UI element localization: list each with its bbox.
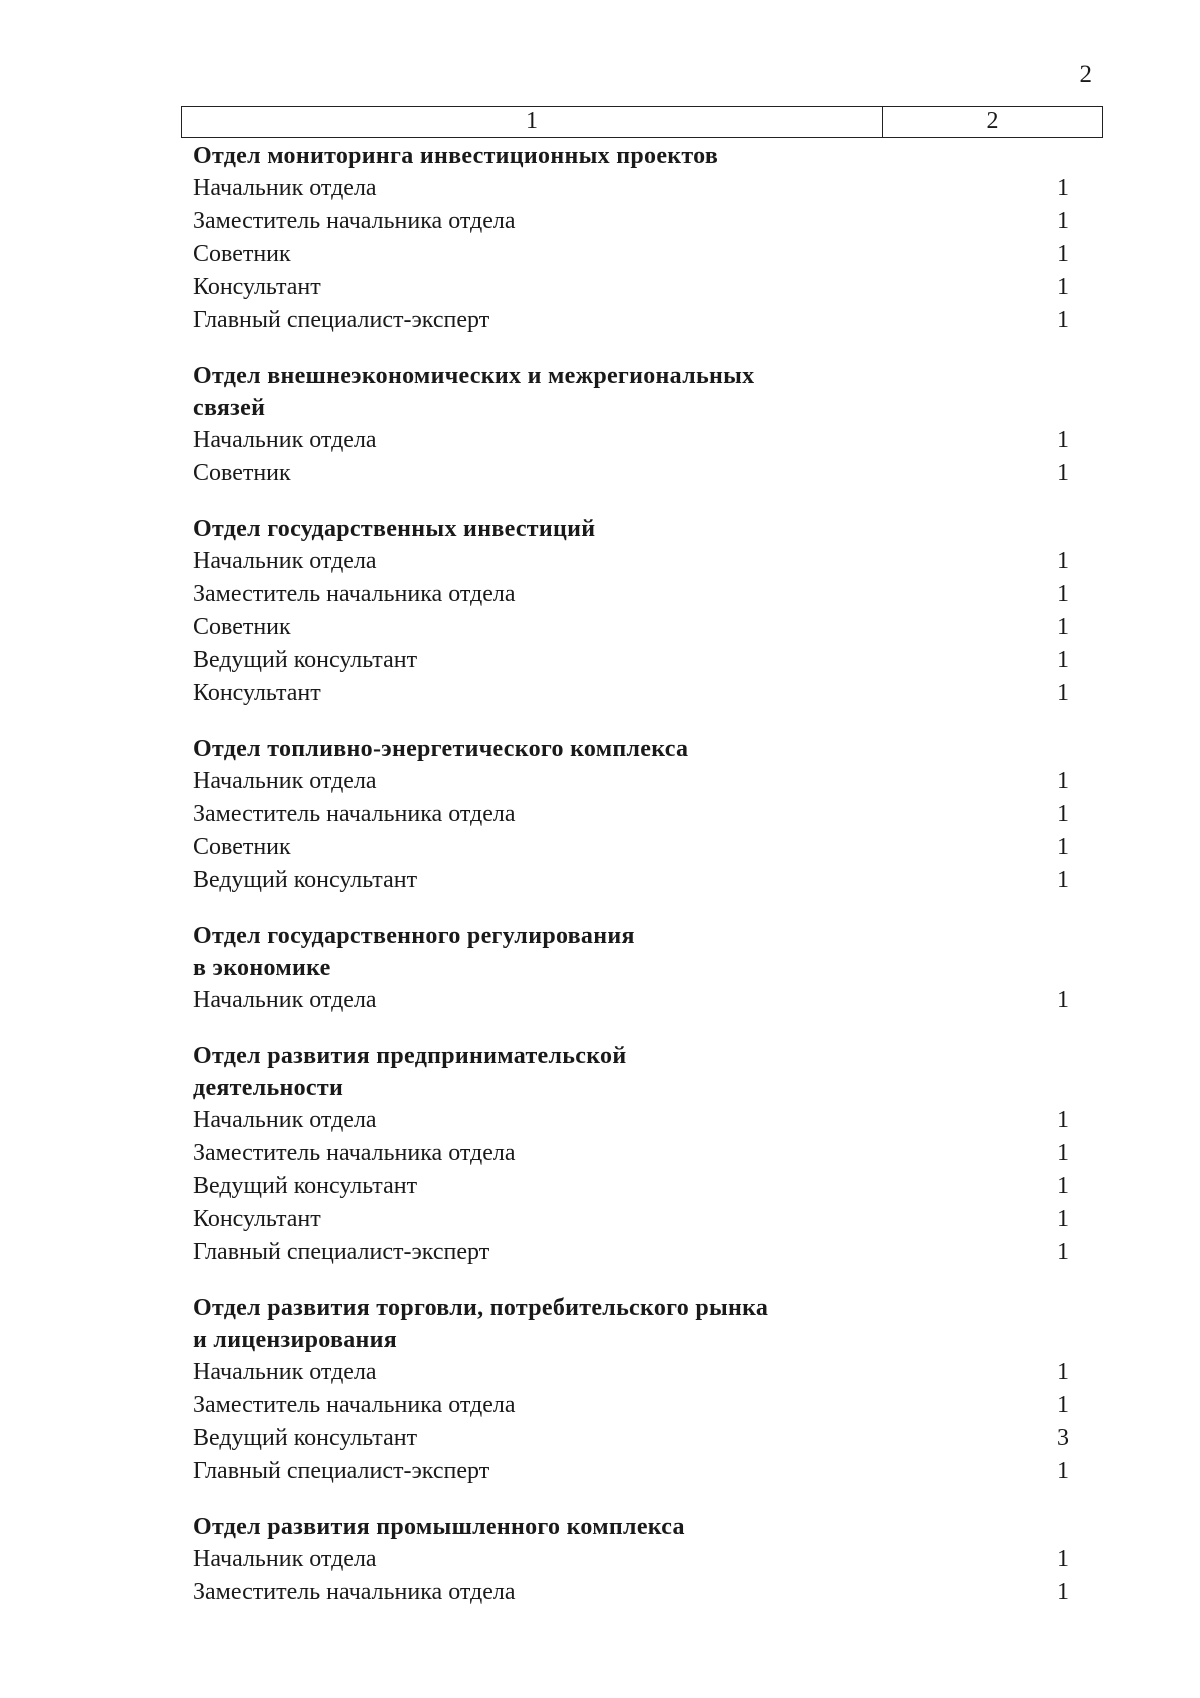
- position-count: 1: [1057, 241, 1069, 267]
- position-count: 1: [1057, 867, 1069, 893]
- position-row: [193, 1576, 1073, 1609]
- department-title: [193, 1040, 1073, 1104]
- position-name: Главный специалист-эксперт: [193, 1239, 490, 1265]
- position-name: Ведущий консультант: [193, 867, 418, 893]
- position-count: 1: [1057, 460, 1069, 486]
- department-section: [193, 360, 1073, 490]
- position-name: Начальник отдела: [193, 548, 377, 574]
- position-count: 1: [1057, 427, 1069, 453]
- department-title: [193, 920, 1073, 984]
- position-name: Начальник отдела: [193, 1359, 377, 1385]
- department-title: [193, 513, 1073, 545]
- department-section: [193, 1040, 1073, 1269]
- position-row: [193, 1356, 1073, 1389]
- position-row: [193, 1137, 1073, 1170]
- position-count: 1: [1057, 1239, 1069, 1265]
- position-count: 1: [1057, 1359, 1069, 1385]
- position-row: [193, 1203, 1073, 1236]
- position-count: 1: [1057, 548, 1069, 574]
- position-count: 3: [1057, 1425, 1069, 1451]
- position-row: [193, 984, 1073, 1017]
- position-name: Заместитель начальника отдела: [193, 581, 516, 607]
- department-title-line: Отдел развития промышленного комплекса: [193, 1514, 685, 1540]
- position-count: 1: [1057, 274, 1069, 300]
- position-count: 1: [1057, 307, 1069, 333]
- position-count: 1: [1057, 1173, 1069, 1199]
- position-name: Консультант: [193, 680, 321, 706]
- position-count: 1: [1057, 1458, 1069, 1484]
- position-row: [193, 765, 1073, 798]
- position-row: [193, 424, 1073, 457]
- position-name: Советник: [193, 241, 291, 267]
- department-section: [193, 920, 1073, 1017]
- department-section: [193, 1511, 1073, 1609]
- department-title-line: Отдел развития торговли, потребительского рынка: [193, 1295, 769, 1321]
- position-name: Начальник отдела: [193, 987, 377, 1013]
- column-header-table: [181, 106, 1103, 138]
- department-title-line: Отдел государственного регулирования: [193, 923, 635, 949]
- position-count: 1: [1057, 1579, 1069, 1605]
- position-row: [193, 1236, 1073, 1269]
- position-count: 1: [1057, 1140, 1069, 1166]
- position-count: 1: [1057, 834, 1069, 860]
- position-name: Консультант: [193, 1206, 321, 1232]
- staff-list: [193, 140, 1073, 1609]
- position-count: 1: [1057, 647, 1069, 673]
- position-name: Советник: [193, 614, 291, 640]
- position-name: Заместитель начальника отдела: [193, 208, 516, 234]
- position-count: 1: [1057, 581, 1069, 607]
- position-name: Советник: [193, 460, 291, 486]
- department-title-line: связей: [193, 395, 266, 421]
- position-name: Главный специалист-эксперт: [193, 1458, 490, 1484]
- position-row: [193, 238, 1073, 271]
- position-count: 1: [1057, 801, 1069, 827]
- department-title: [193, 1292, 1073, 1356]
- position-name: Заместитель начальника отдела: [193, 801, 516, 827]
- position-row: [193, 1455, 1073, 1488]
- position-name: Заместитель начальника отдела: [193, 1140, 516, 1166]
- position-row: [193, 304, 1073, 337]
- department-title-line: Отдел развития предпринимательской: [193, 1043, 627, 1069]
- position-count: 1: [1057, 614, 1069, 640]
- position-count: 1: [1057, 1107, 1069, 1133]
- position-name: Советник: [193, 834, 291, 860]
- column-header-2: 2: [986, 108, 999, 134]
- page-number: 2: [1079, 61, 1092, 88]
- position-name: Консультант: [193, 274, 321, 300]
- position-row: [193, 611, 1073, 644]
- position-name: Начальник отдела: [193, 1107, 377, 1133]
- department-title-line: Отдел топливно-энергетического комплекса: [193, 736, 689, 762]
- position-name: Начальник отдела: [193, 768, 377, 794]
- position-count: 1: [1057, 1206, 1069, 1232]
- position-name: Начальник отдела: [193, 427, 377, 453]
- department-title: [193, 1511, 1073, 1543]
- column-header-1: 1: [182, 107, 883, 137]
- position-row: [193, 1389, 1073, 1422]
- department-section: [193, 1292, 1073, 1488]
- department-title-line: Отдел государственных инвестиций: [193, 516, 596, 542]
- position-row: [193, 644, 1073, 677]
- position-row: [193, 1170, 1073, 1203]
- department-title-line: Отдел мониторинга инвестиционных проектов: [193, 143, 719, 169]
- position-count: 1: [1057, 1392, 1069, 1418]
- department-section: [193, 733, 1073, 897]
- department-title-line: деятельности: [193, 1075, 344, 1101]
- position-row: [193, 172, 1073, 205]
- position-count: 1: [1057, 208, 1069, 234]
- position-row: [193, 545, 1073, 578]
- department-section: [193, 513, 1073, 710]
- position-name: Начальник отдела: [193, 175, 377, 201]
- position-row: [193, 457, 1073, 490]
- position-name: Ведущий консультант: [193, 1425, 418, 1451]
- position-name: Ведущий консультант: [193, 1173, 418, 1199]
- position-name: Заместитель начальника отдела: [193, 1392, 516, 1418]
- position-name: Ведущий консультант: [193, 647, 418, 673]
- position-row: [193, 1543, 1073, 1576]
- position-count: 1: [1057, 175, 1069, 201]
- position-count: 1: [1057, 1546, 1069, 1572]
- department-title-line: в экономике: [193, 955, 331, 981]
- position-name: Начальник отдела: [193, 1546, 377, 1572]
- department-title: [193, 733, 1073, 765]
- position-row: [193, 677, 1073, 710]
- position-row: [193, 271, 1073, 304]
- department-title-line: Отдел внешнеэкономических и межрегиональных: [193, 363, 755, 389]
- position-row: [193, 798, 1073, 831]
- position-row: [193, 205, 1073, 238]
- position-count: 1: [1057, 680, 1069, 706]
- position-row: [193, 578, 1073, 611]
- department-title: [193, 360, 1073, 424]
- position-name: Заместитель начальника отдела: [193, 1579, 516, 1605]
- position-count: 1: [1057, 768, 1069, 794]
- position-count: 1: [1057, 987, 1069, 1013]
- position-name: Главный специалист-эксперт: [193, 307, 490, 333]
- position-row: [193, 831, 1073, 864]
- position-row: [193, 1422, 1073, 1455]
- position-row: [193, 1104, 1073, 1137]
- position-row: [193, 864, 1073, 897]
- department-title-line: и лицензирования: [193, 1327, 398, 1353]
- department-section: [193, 140, 1073, 337]
- department-title: [193, 140, 1073, 172]
